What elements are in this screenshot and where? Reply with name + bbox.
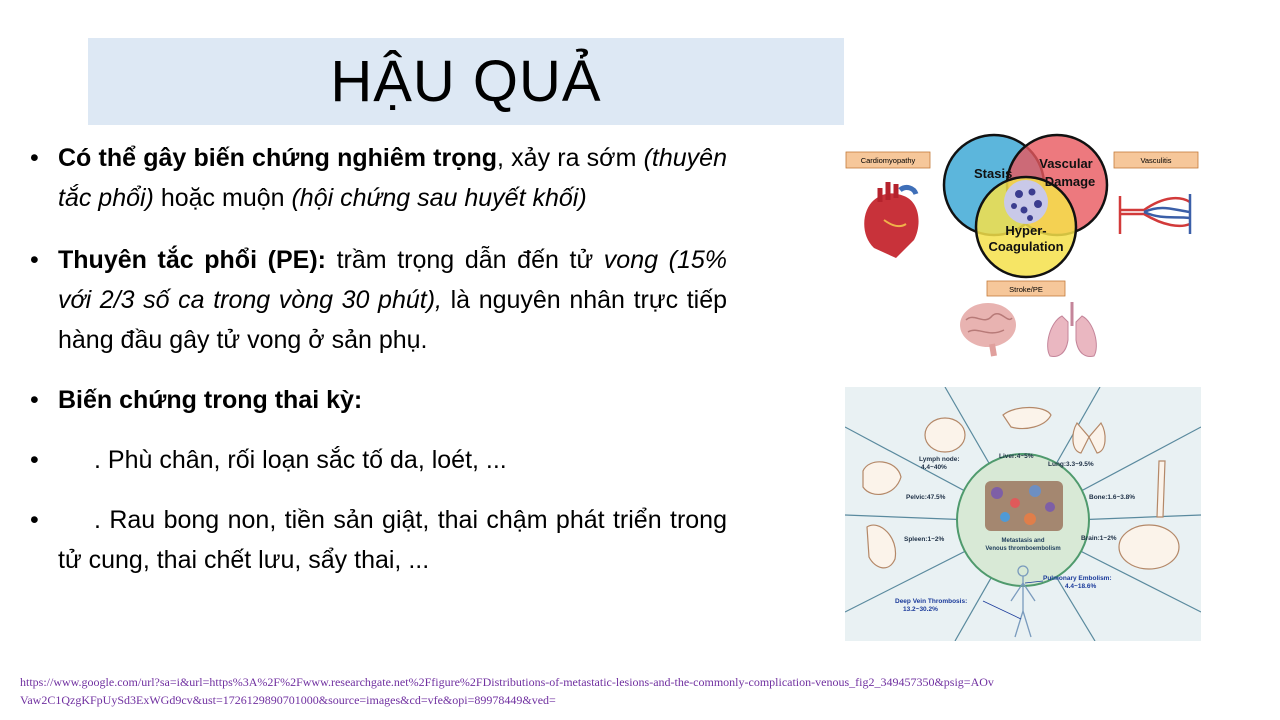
bullet-dot: • [30,506,39,534]
bullet-italic-text: vong (15% với 2/3 số ca trong vòng 30 phút), [58,246,727,314]
dvt-label-2: 13.2~30.2% [903,606,938,613]
bone-icon [1157,461,1165,517]
brain-organ-icon [1119,525,1179,569]
title-banner [88,38,844,125]
metastasis-figure [845,387,1201,641]
venn-figure [844,130,1204,362]
vascular-label: Vascular [1039,156,1093,171]
bullet-dot: • [30,144,39,172]
source-link[interactable]: https://www.google.com/url?sa=i&url=https%3A%2F%2Fwww.researchgate.net%2Ffigure%2FDistributions-of-metastatic-lesions-and-the-commonly-complication-venous_fig2_349457350&psig=AOvVaw2C1QzgKFpUySd3ExWGd9cv&ust=1726129890701000&source=images&cd=vfe&opi=89978449&ved= [20,675,994,707]
pe-label-2: 4.4~18.6% [1065,583,1097,590]
stasis-label: Stasis [974,166,1013,181]
bullet-pe [30,240,727,360]
dvt-label-1: Deep Vein Thrombosis: [895,598,968,605]
center-label-2: Venous thromboembolism [985,546,1061,552]
liver-label: Liver:4~5% [999,453,1034,460]
bullet-dot: • [30,246,39,274]
bullet-text: . Phù chân, rối loạn sắc tố da, loét, ... [94,446,507,474]
lung-label: Lung:3.3~9.5% [1048,461,1094,468]
metastasis-cells-icon [985,481,1063,531]
bullet-text: là nguyên nhân trực tiếp hàng đầu gây tử vong ở sản phụ. [58,286,728,354]
bullet-text: . Rau bong non, tiền sản giật, thai chậm phát triển trong tử cung, thai chết lưu, sẩy thai, ... [58,506,727,574]
bullet-dot: • [30,446,39,474]
bullet-text: trầm trọng dẫn đến tử [325,246,604,274]
bone-label: Bone:1.6~3.8% [1089,494,1136,501]
lymph-node-icon [925,418,965,452]
bullet-dot: • [30,386,39,414]
bullet-complications [30,138,727,218]
cardiomyopathy-label: Cardiomyopathy [860,156,916,165]
slide-title: HẬU QUẢ [330,49,602,114]
vessel-icon [1120,194,1190,234]
pe-label-1: Pulmonary Embolism: [1043,575,1112,582]
heart-icon [864,182,918,258]
hyper-label: Hyper- [1005,223,1047,238]
bullet-text: , xảy ra sớm [497,144,644,172]
lungs-icon [1048,302,1097,356]
center-label-1: Metastasis and [1001,538,1045,544]
vasculitis-label: Vasculitis [1140,156,1172,165]
stroke-label: Stroke/PE [1009,285,1043,294]
coagulation-label: Coagulation [988,239,1064,254]
spleen-label: Spleen:1~2% [904,536,945,543]
damage-label: Damage [1044,174,1096,189]
lymph-label-2: 4.4~40% [921,464,947,471]
bullet-edema [30,440,727,480]
bullet-bold-text: Biến chứng trong thai kỳ: [58,386,363,414]
slide-content [30,138,727,580]
pelvic-label: Pelvic:47.5% [906,494,946,501]
bullet-pregnancy [30,380,727,420]
lymph-label-1: Lymph node: [919,456,960,463]
bullet-italic-text: (thuyên tắc phổi) [58,144,727,212]
bullet-bold-text: Thuyên tắc phổi (PE): [58,246,326,274]
bullet-placenta [30,500,727,580]
brain-label: Brain:1~2% [1081,535,1117,542]
brain-icon [960,303,1016,356]
bullet-italic-text: (hội chứng sau huyết khối) [291,184,587,212]
bullet-text: hoặc muộn [153,184,292,212]
bullet-bold-text: Có thể gây biến chứng nghiêm trọng [58,144,498,172]
